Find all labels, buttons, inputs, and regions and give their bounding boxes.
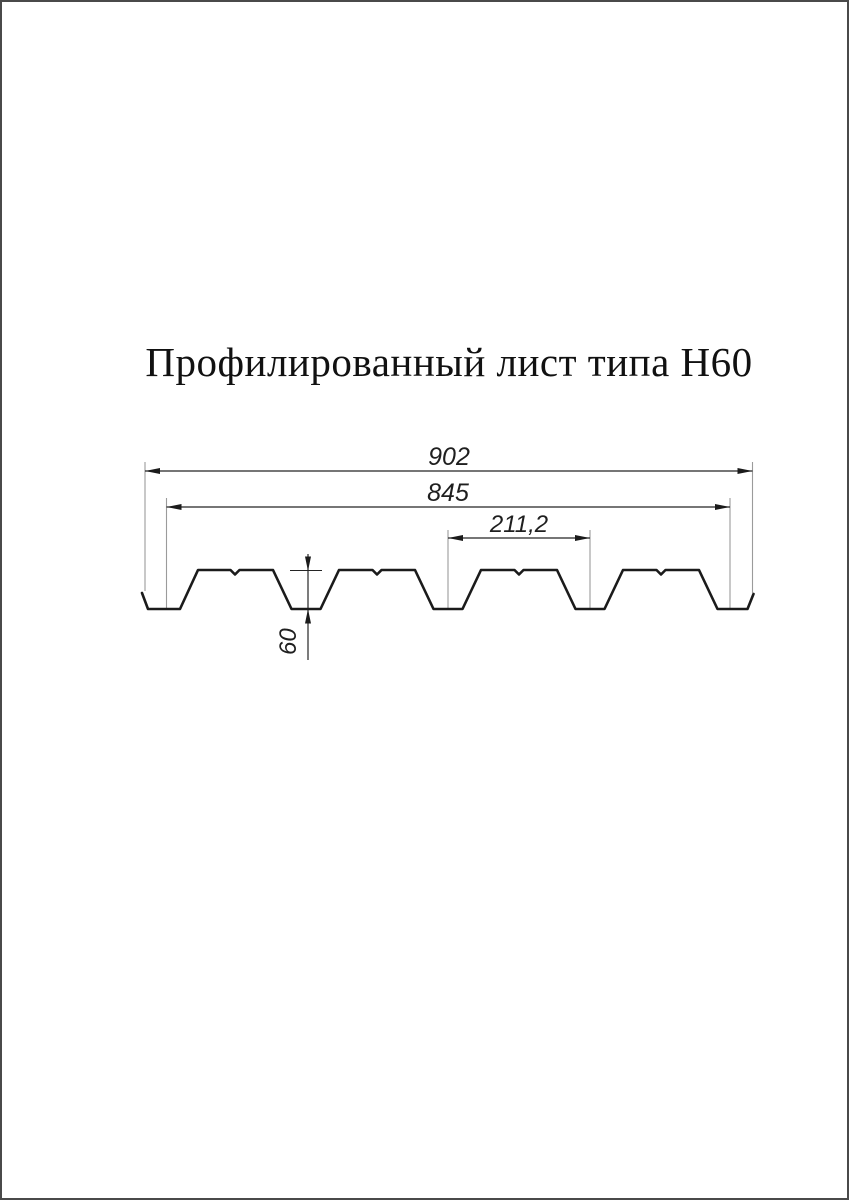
arrow-bottom-icon — [305, 609, 311, 624]
arrow-right-icon — [575, 535, 590, 541]
dimension-value-overall-width: 902 — [428, 443, 470, 471]
dimension-profile-height — [275, 554, 322, 660]
arrow-top-icon — [305, 557, 311, 572]
arrow-left-icon — [145, 468, 160, 474]
dimension-value-height: 60 — [275, 628, 302, 655]
dimension-overall-width — [145, 443, 753, 593]
dimension-value-rib-pitch: 211,2 — [489, 511, 549, 538]
arrow-left-icon — [167, 504, 182, 510]
arrow-left-icon — [448, 535, 463, 541]
page-title: Профилированный лист типа Н60 — [145, 339, 753, 385]
dimension-value-useful-width: 845 — [427, 479, 469, 507]
arrow-right-icon — [738, 468, 753, 474]
arrow-right-icon — [715, 504, 730, 510]
profile-cross-section-drawing — [2, 2, 849, 1200]
